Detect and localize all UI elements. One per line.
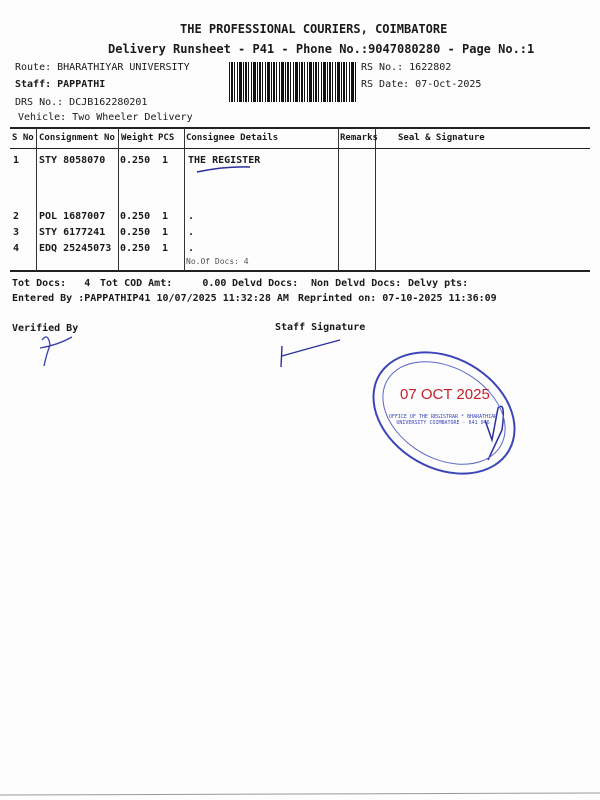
underline-mark xyxy=(197,167,250,172)
staff-signature xyxy=(281,340,340,367)
weight: 0.250 xyxy=(120,243,151,254)
consignment-no: POL 1687007 xyxy=(39,211,106,222)
weight: 0.250 xyxy=(120,227,151,238)
delvy-pts: Delvy pts: xyxy=(408,278,469,289)
header-sno: S No xyxy=(12,133,34,143)
consignment-no: STY 6177241 xyxy=(39,227,106,238)
header-weight: Weight xyxy=(121,133,154,143)
drs-number: DRS No.: DCJB162280201 xyxy=(15,97,148,108)
consignee-details: THE REGISTER xyxy=(188,155,261,166)
pcs: 1 xyxy=(162,155,169,166)
staff: Staff: PAPPATHI xyxy=(15,79,106,90)
weight: 0.250 xyxy=(120,211,151,222)
sno: 2 xyxy=(13,211,20,222)
header-remarks: Remarks xyxy=(340,133,378,143)
sno: 4 xyxy=(13,243,20,254)
sno: 3 xyxy=(13,227,20,238)
sno: 1 xyxy=(13,155,20,166)
consignee-details: . xyxy=(188,227,195,238)
entered-by: Entered By :PAPPATHIP41 10/07/2025 11:32:28 AM xyxy=(12,293,289,304)
pcs: 1 xyxy=(162,227,169,238)
tot-cod-amt: Tot COD Amt: 0.00 xyxy=(100,278,227,289)
consignee-details: . xyxy=(188,243,195,254)
pcs: 1 xyxy=(162,243,169,254)
staff-signature-label: Staff Signature xyxy=(275,322,366,333)
pcs: 1 xyxy=(162,211,169,222)
company-title: THE PROFESSIONAL COURIERS, COIMBATORE xyxy=(180,22,448,36)
weight: 0.250 xyxy=(120,155,151,166)
reprinted-on: Reprinted on: 07-10-2025 11:36:09 xyxy=(298,293,497,304)
page-edge xyxy=(0,793,600,795)
tot-docs: Tot Docs: 4 xyxy=(12,278,91,289)
consignment-no: EDQ 25245073 xyxy=(39,243,112,254)
stamp-text: OFFICE OF THE REGISTRAR * BHARATHIAR UNIVERSITY COIMBATORE - 641 046 xyxy=(388,414,498,426)
vehicle: Vehicle: Two Wheeler Delivery xyxy=(18,112,193,123)
header-consignee: Consignee Details xyxy=(186,133,279,143)
consignment-no: STY 8058070 xyxy=(39,155,106,166)
delvd-docs: Delvd Docs: xyxy=(232,278,299,289)
rs-number: RS No.: 1622802 xyxy=(361,62,452,73)
verified-signature xyxy=(40,337,72,366)
consignee-details: . xyxy=(188,211,195,222)
non-delvd-docs: Non Delvd Docs: xyxy=(311,278,402,289)
header-pcs: PCS xyxy=(158,133,175,143)
verified-by-label: Verified By xyxy=(12,323,79,334)
header-consignment: Consignment No xyxy=(39,133,115,143)
runsheet-subtitle: Delivery Runsheet - P41 - Phone No.:9047080280 - Page No.:1 xyxy=(108,42,535,56)
route: Route: BHARATHIYAR UNIVERSITY xyxy=(15,62,190,73)
stamp-date: 07 OCT 2025 xyxy=(400,386,490,403)
header-seal: Seal & Signature xyxy=(398,133,485,143)
rs-date: RS Date: 07-Oct-2025 xyxy=(361,79,482,90)
no-of-docs: No.Of Docs: 4 xyxy=(186,257,249,266)
